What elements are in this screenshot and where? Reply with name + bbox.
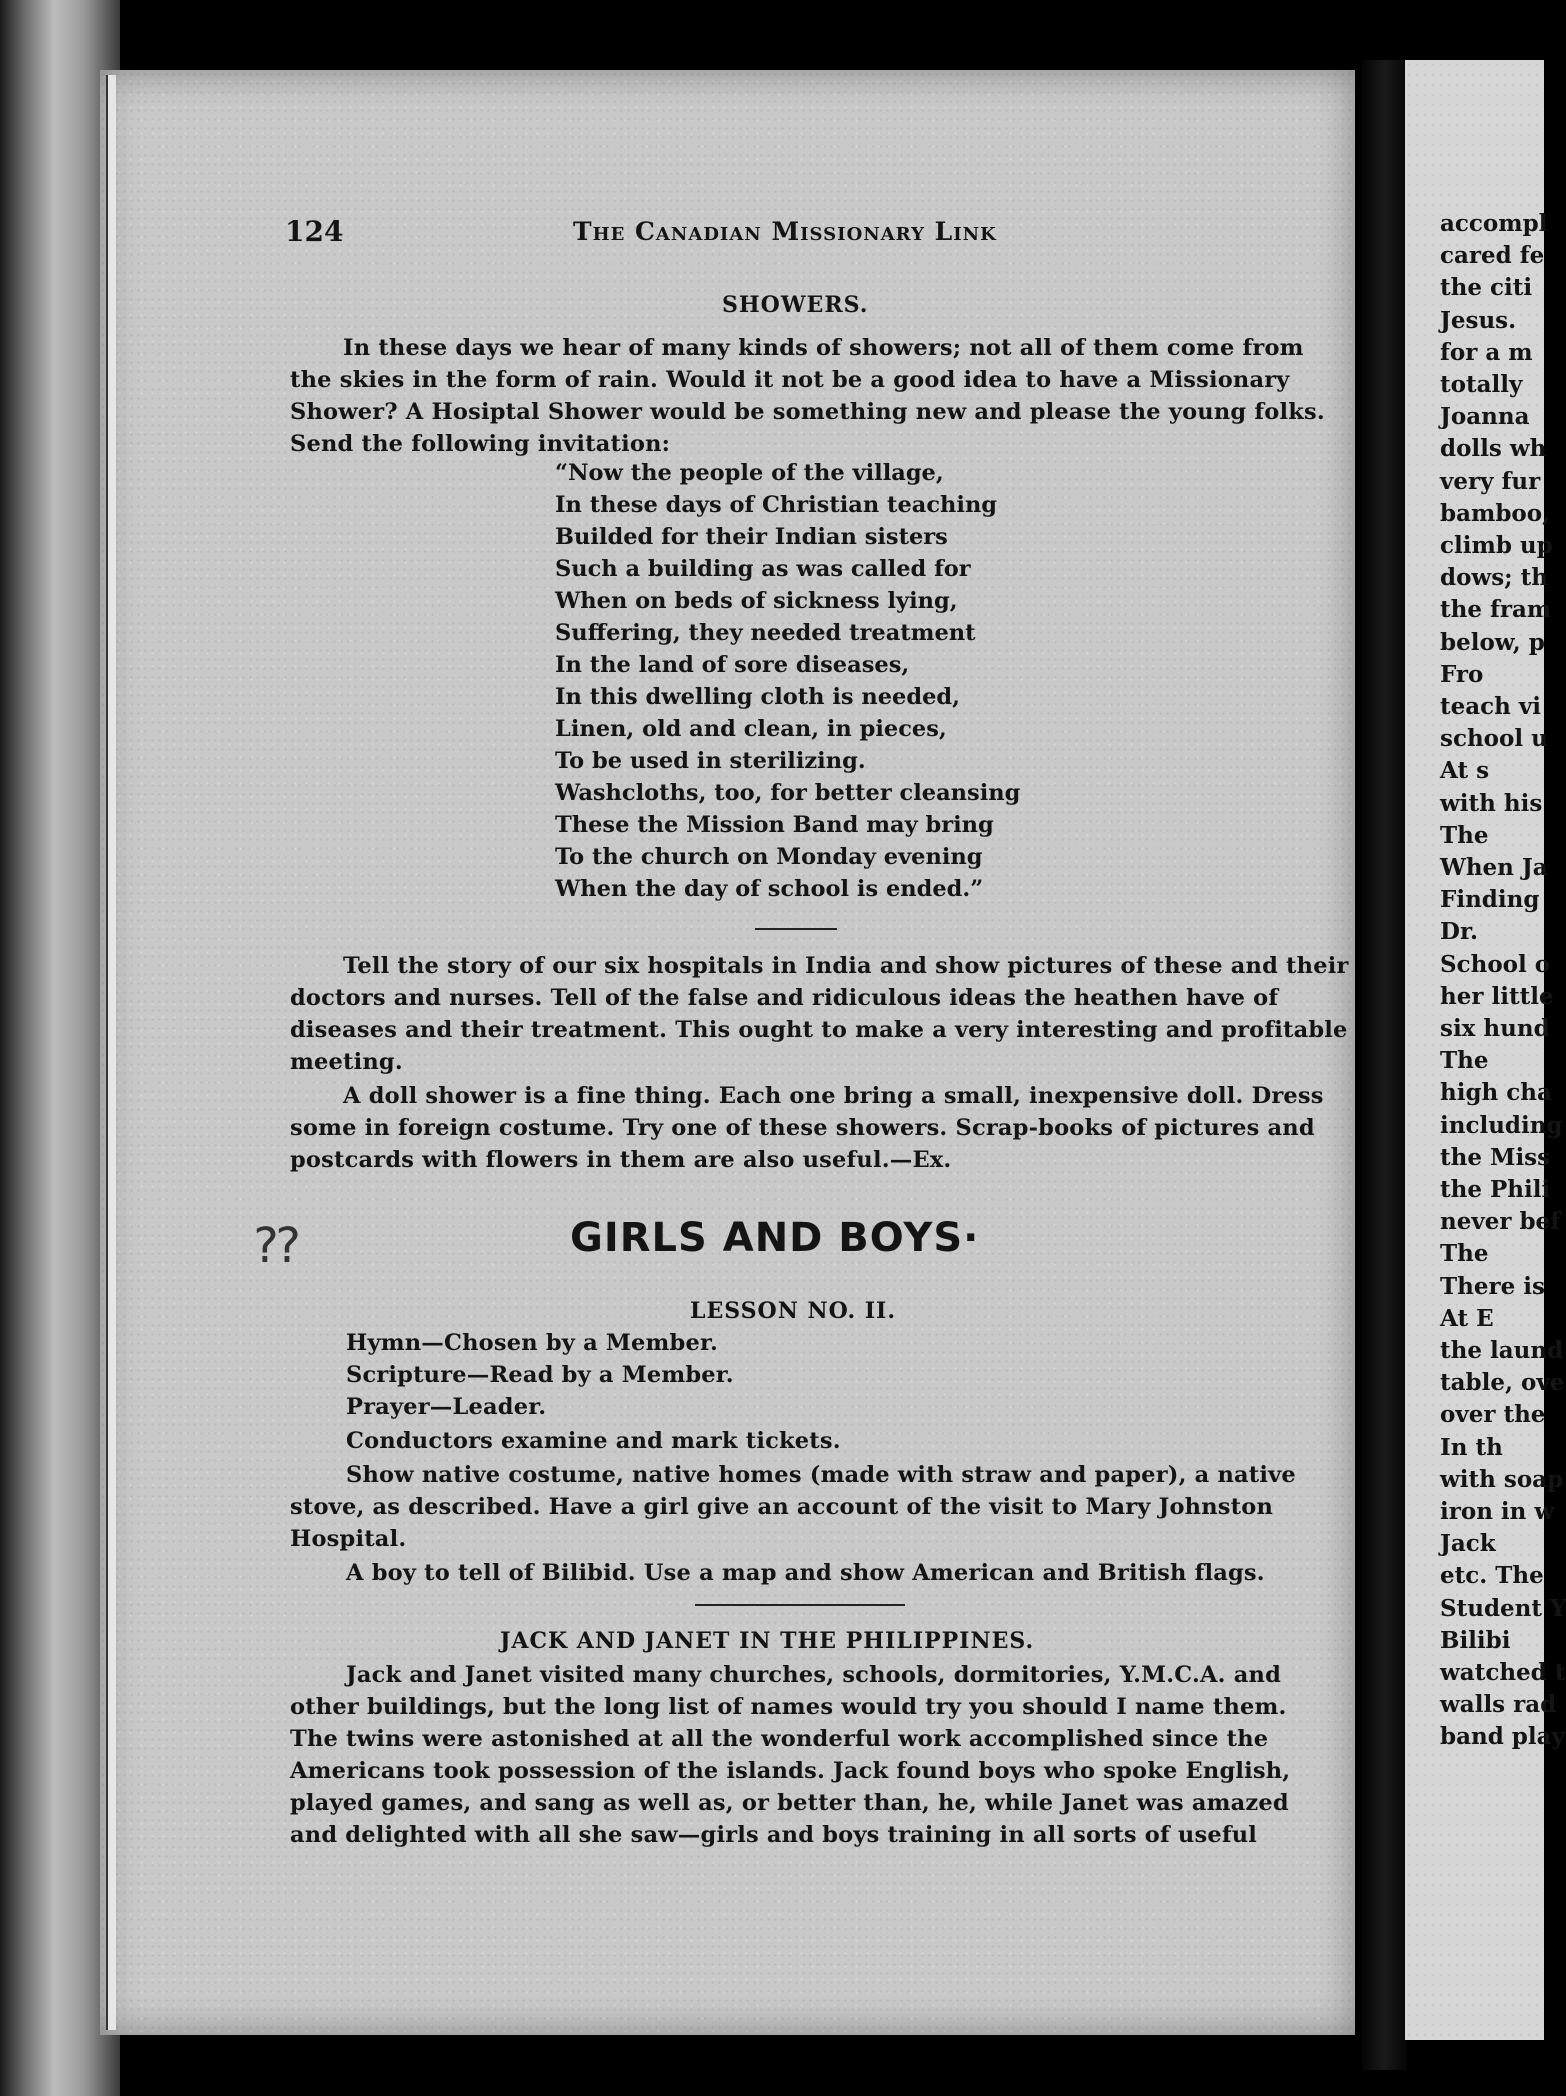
- facing-page-line: walls rad: [1440, 1691, 1557, 1718]
- facing-page-line: School o: [1440, 951, 1551, 978]
- jack-janet-heading: JACK AND JANET IN THE PHILIPPINES.: [500, 1628, 1035, 1654]
- jack-janet-line: The twins were astonished at all the wonderful work accomplished since the: [290, 1726, 1269, 1752]
- facing-page-line: school u: [1440, 725, 1548, 752]
- page-number: 124: [285, 215, 344, 248]
- jack-janet-line: and delighted with all she saw—girls and boys training in all sorts of useful: [290, 1822, 1258, 1848]
- showers-body-line: postcards with flowers in them are also useful.—Ex.: [290, 1147, 952, 1173]
- page-stack-edge: [106, 75, 116, 2030]
- showers-intro-line: Send the following invitation:: [290, 431, 671, 457]
- facing-page-fragment: [1405, 60, 1566, 2040]
- poem-line: These the Mission Band may bring: [555, 812, 994, 838]
- facing-page-line: accompl: [1440, 210, 1548, 237]
- jack-janet-line: played games, and sang as well as, or better than, he, while Janet was amazed: [290, 1790, 1289, 1816]
- poem-line: To the church on Monday evening: [555, 844, 983, 870]
- poem-line: Washcloths, too, for better cleansing: [555, 780, 1021, 806]
- facing-page-line: climb up: [1440, 532, 1553, 559]
- poem-line: Linen, old and clean, in pieces,: [555, 716, 947, 742]
- facing-page-line: including: [1440, 1112, 1563, 1139]
- margin-pencil-mark: ⁇: [255, 1218, 300, 1274]
- facing-page-line: Fro: [1440, 661, 1484, 688]
- showers-intro-line: the skies in the form of rain. Would it not be a good idea to have a Missionary: [290, 367, 1290, 393]
- poem-line: In these days of Christian teaching: [555, 492, 998, 518]
- facing-page-line: the Phili: [1440, 1176, 1551, 1203]
- showers-intro-line: In these days we hear of many kinds of showers; not all of them come from: [343, 335, 1304, 361]
- facing-page-line: At s: [1440, 757, 1490, 784]
- facing-page-line: very fur: [1440, 468, 1541, 495]
- facing-page-line: Dr.: [1440, 918, 1478, 945]
- jack-janet-line: Jack and Janet visited many churches, schools, dormitories, Y.M.C.A. and: [346, 1662, 1282, 1688]
- poem-line: In the land of sore diseases,: [555, 652, 910, 678]
- facing-page-line: iron in w: [1440, 1498, 1555, 1525]
- lesson-line: Hymn—Chosen by a Member.: [346, 1330, 718, 1356]
- showers-body-line: A doll shower is a fine thing. Each one bring a small, inexpensive doll. Dress: [343, 1083, 1324, 1109]
- facing-page-line: the fram: [1440, 596, 1552, 623]
- facing-page-line: dows; th: [1440, 564, 1549, 591]
- facing-page-line: with soap: [1440, 1466, 1564, 1493]
- book-gutter: [1362, 60, 1407, 2070]
- lesson-line: A boy to tell of Bilibid. Use a map and show American and British flags.: [346, 1560, 1265, 1586]
- poem-line: Suffering, they needed treatment: [555, 620, 976, 646]
- facing-page-line: Jesus.: [1440, 307, 1517, 334]
- showers-body-line: diseases and their treatment. This ought to make a very interesting and profitable: [290, 1017, 1348, 1043]
- facing-page-line: over the: [1440, 1401, 1546, 1428]
- facing-page-line: When Ja: [1440, 854, 1548, 881]
- lesson-line: Conductors examine and mark tickets.: [346, 1428, 841, 1454]
- showers-intro-line: Shower? A Hosiptal Shower would be something new and please the young folks.: [290, 399, 1325, 425]
- lesson-line: Scripture—Read by a Member.: [346, 1362, 734, 1388]
- section-divider: [695, 1604, 905, 1606]
- facing-page-line: table, ove: [1440, 1369, 1565, 1396]
- showers-body-line: some in foreign costume. Try one of these showers. Scrap-books of pictures and: [290, 1115, 1315, 1141]
- poem-line: Such a building as was called for: [555, 556, 971, 582]
- facing-page-line: At E: [1440, 1305, 1494, 1332]
- facing-page-line: six hund: [1440, 1015, 1550, 1042]
- facing-page-line: high cha: [1440, 1079, 1552, 1106]
- jack-janet-line: Americans took possession of the islands. Jack found boys who spoke English,: [290, 1758, 1291, 1784]
- jack-janet-line: other buildings, but the long list of names would try you should I name them.: [290, 1694, 1287, 1720]
- facing-page-line: The: [1440, 822, 1489, 849]
- facing-page-line: band play: [1440, 1723, 1565, 1750]
- lesson-line: stove, as described. Have a girl give an account of the visit to Mary Johnston: [290, 1494, 1274, 1520]
- facing-page-line: bamboo,: [1440, 500, 1551, 527]
- facing-page-line: watched t: [1440, 1659, 1566, 1686]
- facing-page-line: the citi: [1440, 274, 1533, 301]
- girls-and-boys-heading: GIRLS AND BOYS·: [570, 1215, 980, 1261]
- showers-heading: SHOWERS.: [722, 292, 869, 318]
- showers-body-line: Tell the story of our six hospitals in India and show pictures of these and their: [343, 953, 1349, 979]
- facing-page-line: cared fe: [1440, 242, 1545, 269]
- facing-page-line: Bilibi: [1440, 1627, 1511, 1654]
- facing-page-line: for a m: [1440, 339, 1533, 366]
- facing-page-line: dolls wh: [1440, 435, 1547, 462]
- facing-page-line: with his: [1440, 790, 1543, 817]
- facing-page-line: In th: [1440, 1434, 1503, 1461]
- showers-body-line: doctors and nurses. Tell of the false and ridiculous ideas the heathen have of: [290, 985, 1279, 1011]
- facing-page-line: the laund: [1440, 1337, 1564, 1364]
- facing-page-line: her little: [1440, 983, 1554, 1010]
- section-divider: [755, 928, 837, 930]
- facing-page-line: teach vi: [1440, 693, 1541, 720]
- lesson-line: Show native costume, native homes (made with straw and paper), a native: [346, 1462, 1296, 1488]
- lesson-heading: LESSON NO. II.: [690, 1298, 897, 1324]
- poem-line: “Now the people of the village,: [555, 460, 944, 486]
- facing-page-line: The: [1440, 1047, 1489, 1074]
- facing-page-line: Jack: [1440, 1530, 1496, 1557]
- poem-line: When on beds of sickness lying,: [555, 588, 958, 614]
- facing-page-line: There is: [1440, 1273, 1545, 1300]
- facing-page-line: etc. The: [1440, 1562, 1544, 1589]
- poem-line: To be used in sterilizing.: [555, 748, 866, 774]
- facing-page-line: Student Y: [1440, 1595, 1566, 1622]
- poem-line: Builded for their Indian sisters: [555, 524, 948, 550]
- running-title: The Canadian Missionary Link: [573, 217, 997, 246]
- showers-body-line: meeting.: [290, 1049, 403, 1075]
- facing-page-line: totally: [1440, 371, 1523, 398]
- poem-line: When the day of school is ended.”: [555, 876, 984, 902]
- facing-page-line: never bef: [1440, 1208, 1561, 1235]
- lesson-line: Prayer—Leader.: [346, 1394, 547, 1420]
- facing-page-line: Joanna: [1440, 403, 1530, 430]
- facing-page-line: Finding: [1440, 886, 1540, 913]
- facing-page-line: the Miss: [1440, 1144, 1551, 1171]
- facing-page-line: below, p: [1440, 629, 1545, 656]
- lesson-line: Hospital.: [290, 1526, 407, 1552]
- poem-line: In this dwelling cloth is needed,: [555, 684, 960, 710]
- facing-page-line: The: [1440, 1240, 1489, 1267]
